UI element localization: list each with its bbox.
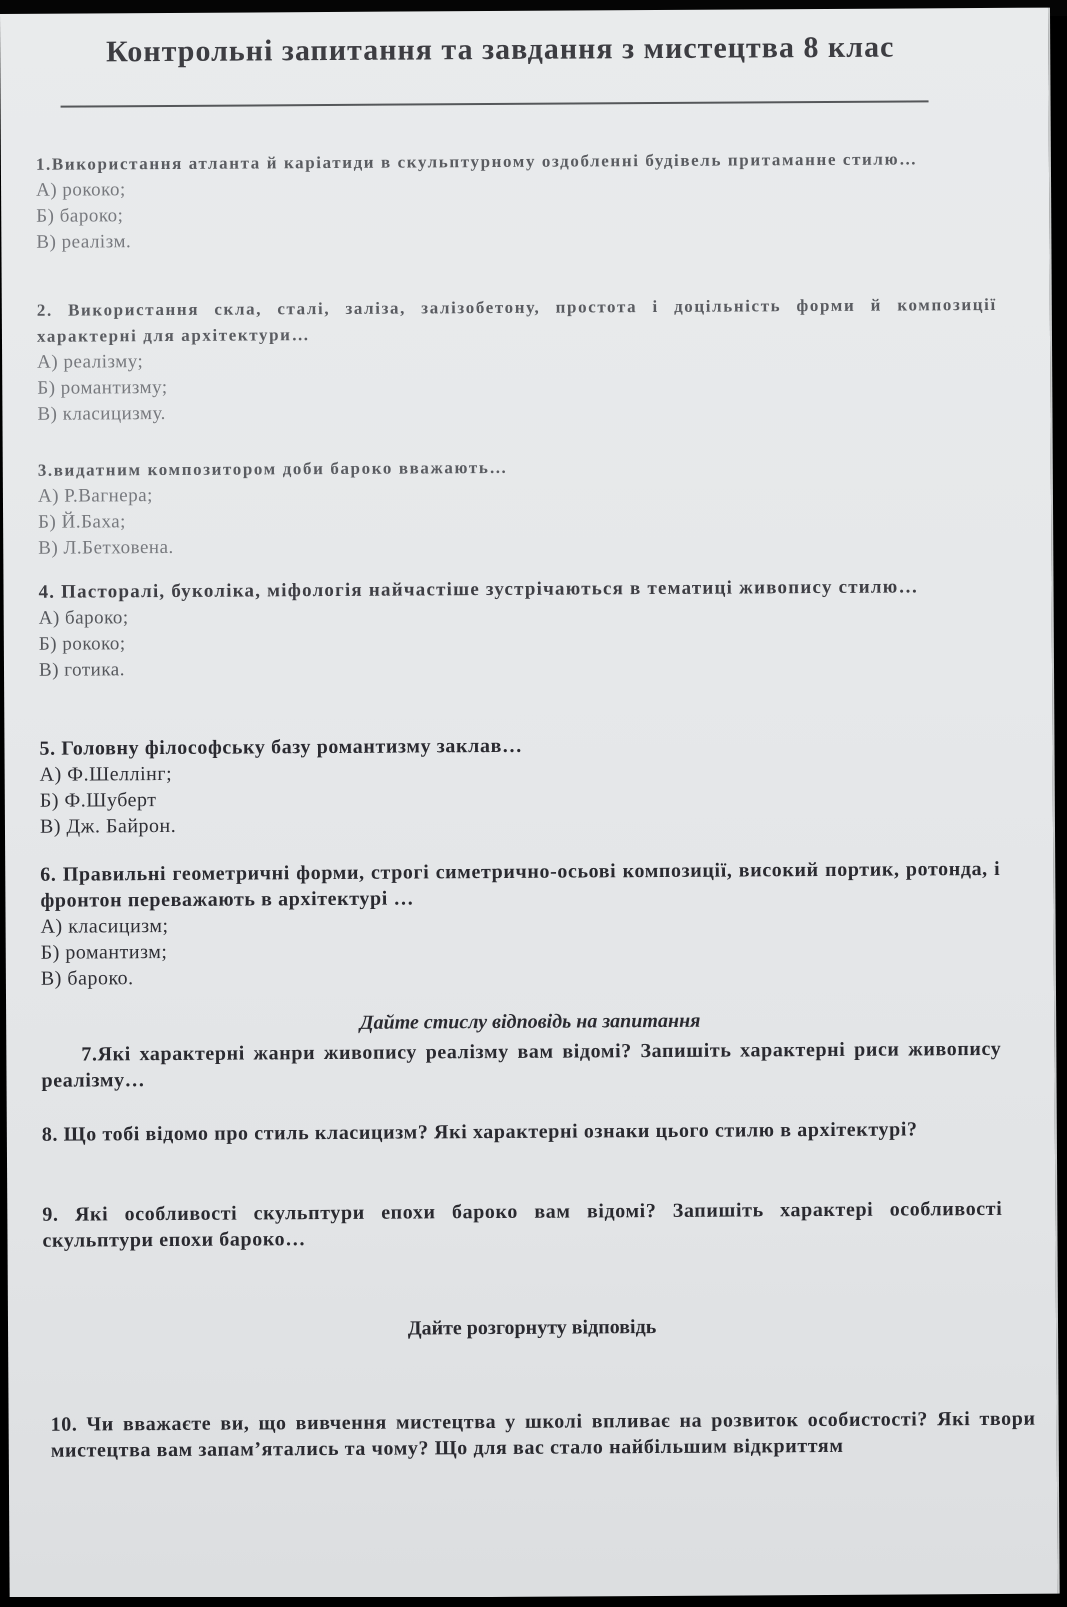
question-text: 3.видатним композитором доби бароко вважають… <box>37 457 509 480</box>
question-text: 1.Використання атланта й каріатиди в скульптурному оздобленні будівель притаманне стилю… <box>35 149 918 174</box>
answer-option-a: А) бароко; <box>38 607 129 629</box>
title-underline <box>61 100 929 107</box>
question-1 <box>36 146 997 256</box>
answer-option-a: А) рококо; <box>36 179 126 201</box>
answer-option-c: В) класицизму. <box>37 402 166 425</box>
question-text: 9. Які особливості скульптури епохи бароко вам відомі? Запишіть характері особливості скульптури епохи бароко… <box>42 1197 1003 1252</box>
question-2 <box>37 292 998 428</box>
answer-option-a: А) Р.Вагнера; <box>37 485 153 507</box>
question-text: 2. Використання скла, сталі, заліза, залізобетону, простота і доцільність форми й композиції характерні для архітектури… <box>36 294 997 346</box>
answer-option-c: В) готика. <box>38 659 125 681</box>
question-text: 7.Які характерні жанри живопису реалізму вам відомі? Запишіть характерні риси живопису реалізму… <box>41 1037 1002 1092</box>
answer-option-c: В) бароко. <box>40 967 134 990</box>
answer-option-b: Б) бароко; <box>36 205 124 227</box>
answer-option-b: Б) Ф.Шуберт <box>39 789 157 812</box>
question-text: 5. Головну філософську базу романтизму заклав… <box>39 734 523 760</box>
answer-option-b: Б) романтизму; <box>37 376 168 399</box>
question-10 <box>51 1406 1036 1464</box>
question-text: 6. Правильні геометричні форми, строгі симетрично-осьові композиції, високий портик, ротонда, і фронтон переважають в архітектурі … <box>40 857 1001 912</box>
question-3 <box>38 452 999 562</box>
question-5 <box>39 730 1000 840</box>
question-text: 8. Що тобі відомо про стиль класицизм? Які характерні ознаки цього стилю в архітектурі? <box>41 1118 918 1146</box>
answer-option-c: В) реалізм. <box>36 231 132 253</box>
answer-option-a: А) реалізму; <box>37 351 144 373</box>
bottom-dark-band <box>0 1597 1067 1607</box>
question-7 <box>41 1036 1001 1094</box>
question-text: 4. Пасторалі, буколіка, міфологія найчастіше зустрічаються в тематиці живопису стилю… <box>38 576 919 603</box>
answer-option-a: А) Ф.Шеллінг; <box>39 762 173 786</box>
question-8 <box>42 1116 1002 1148</box>
page-title: Контрольні запитання та завдання з мистецтва 8 клас <box>105 30 895 69</box>
answer-option-b: Б) рококо; <box>38 633 126 655</box>
question-text: 10. Чи вважаєте ви, що вивчення мистецтва у школі впливає на розвиток особистості? Які твори мистецтва вам запам’ятались та чому? Що для вас стало найбільшим відкриттям <box>50 1407 1036 1462</box>
question-6 <box>40 856 1001 992</box>
answer-option-c: В) Л.Бетховена. <box>38 536 174 559</box>
extended-answer-heading: Дайте розгорнуту відповідь <box>407 1316 657 1340</box>
answer-option-c: В) Дж. Байрон. <box>39 814 177 838</box>
short-answer-heading: Дайте стислу відповідь на запитання <box>359 1009 701 1034</box>
answer-option-a: А) класицизм; <box>40 914 169 938</box>
question-9 <box>42 1196 1002 1254</box>
worksheet-page <box>0 8 1060 1600</box>
question-4 <box>38 574 999 684</box>
answer-option-b: Б) Й.Баха; <box>38 511 126 533</box>
answer-option-b: Б) романтизм; <box>40 940 168 964</box>
